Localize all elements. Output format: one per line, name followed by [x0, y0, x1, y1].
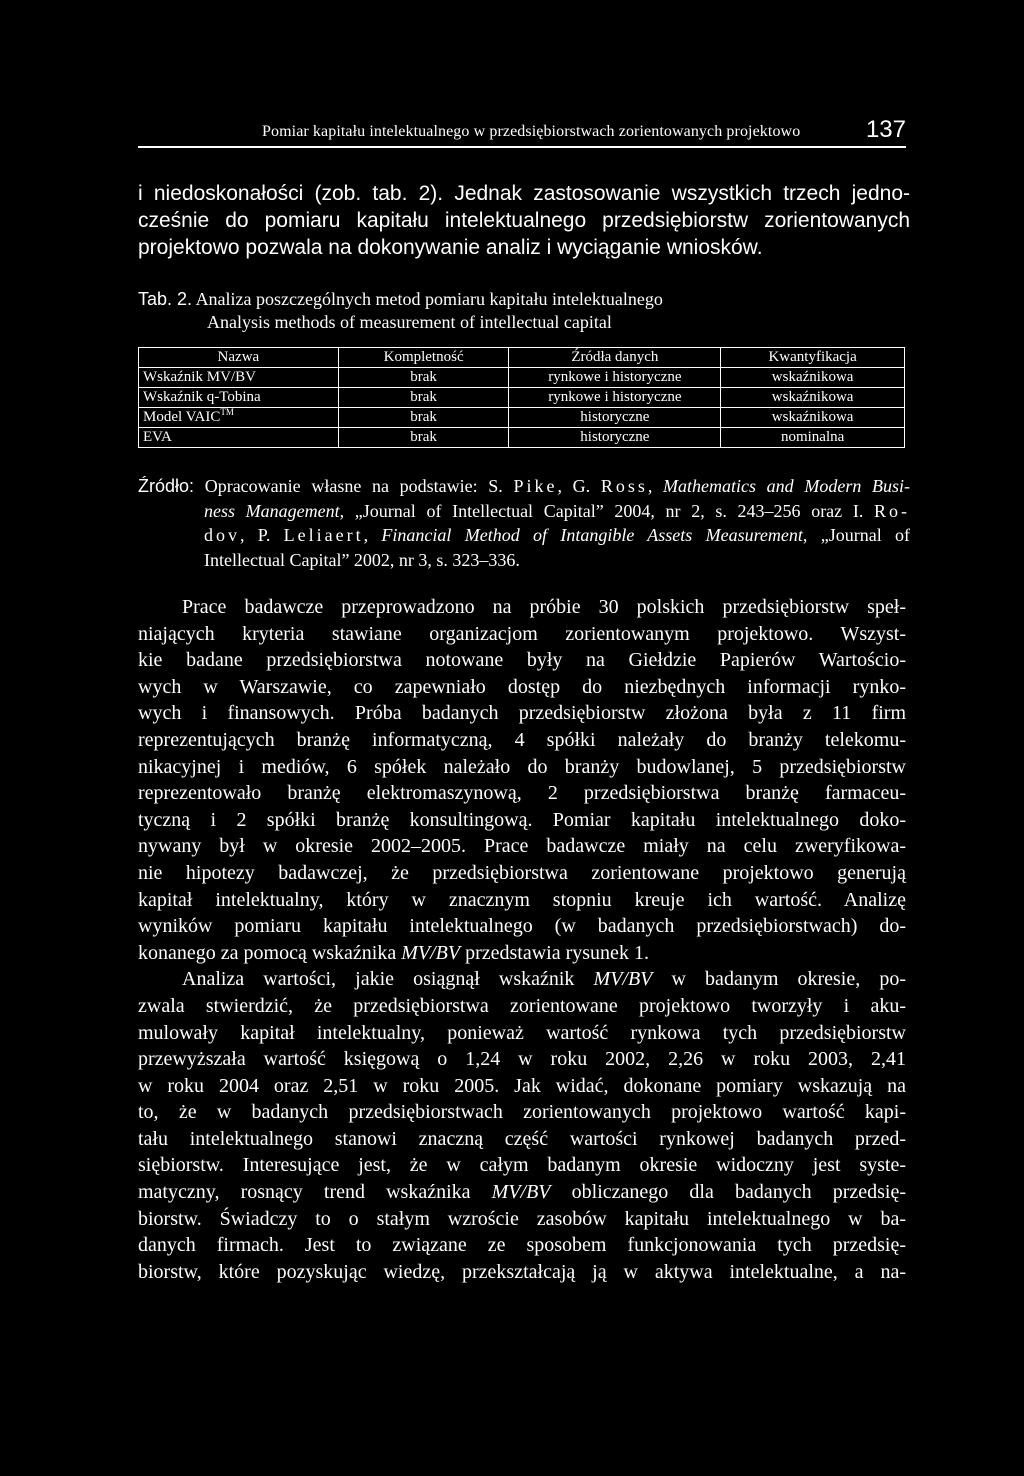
cell-quantification: wskaźnikowa	[721, 408, 905, 428]
author-name: Ross	[600, 476, 648, 496]
header-rule	[138, 146, 906, 148]
header-cell-quantification: Kwantyfikacja	[721, 348, 905, 368]
body-line: reprezentowało branżę elektromaszynową, 2 przedsiębiorstwa branżę farmaceu-	[138, 782, 906, 805]
cell-completeness: brak	[338, 368, 509, 388]
cell-name: EVA	[139, 428, 339, 448]
body-line: tyczną i 2 spółki branżę konsultingową. Pomiar kapitału intelektualnego doko-	[138, 808, 906, 831]
body-line: biorstw. Świadczy to o stałym wzroście zasobów kapitału intelektualnego w ba-	[138, 1207, 906, 1230]
intro-line: i niedoskonałości (zob. tab. 2). Jednak zastosowanie wszystkich trzech jedno-	[138, 182, 910, 205]
publication-title: Financial Method of Intangible Assets Measurement	[381, 525, 803, 545]
source-line: ness Management, „Journal of Intellectual Capital” 2004, nr 2, s. 243–256 oraz I. Ro-	[204, 500, 910, 521]
running-title: Pomiar kapitału intelektualnego w przedsiębiorstwach zorientowanych projektowo	[262, 123, 801, 140]
body-line: reprezentujących branżę informatyczną, 4 spółki należały do branży telekomu-	[138, 728, 906, 751]
cell-quantification: nominalna	[721, 428, 905, 448]
table-row	[139, 408, 905, 428]
body-line: wyników pomiaru kapitału intelektualnego (w badanych przedsiębiorstwach) do-	[138, 915, 906, 938]
body-line: tału intelektualnego stanowi znaczną część wartości rynkowej badanych przed-	[138, 1127, 906, 1150]
intro-line: cześnie do pomiaru kapitału intelektualnego przedsiębiorstw zorientowanych	[138, 209, 910, 232]
cell-completeness: brak	[338, 408, 509, 428]
body-line: nywany był w okresie 2002–2005. Prace badawcze miały na celu zweryfikowa-	[138, 835, 906, 858]
table-caption	[138, 288, 918, 334]
body-line: w roku 2004 oraz 2,51 w roku 2005. Jak widać, dokonane pomiary wskazują na	[138, 1074, 906, 1097]
body-line: wych w Warszawie, co zapewniało dostęp do niezbędnych informacji rynko-	[138, 675, 906, 698]
intro-paragraph	[138, 180, 910, 261]
body-line: przewyższała wartość księgową o 1,24 w roku 2002, 2,26 w roku 2003, 2,41	[138, 1048, 906, 1071]
header-cell-name: Nazwa	[139, 348, 339, 368]
cell-completeness: brak	[338, 428, 509, 448]
cell-name: Wskaźnik MV/BV	[139, 368, 339, 388]
header-cell-sources: Źródła danych	[509, 348, 721, 368]
author-name: dov	[204, 525, 240, 545]
body-line: siębiorstw. Interesujące jest, że w całym badanym okresie widoczny jest syste-	[138, 1154, 906, 1177]
cell-quantification: wskaźnikowa	[721, 368, 905, 388]
publication-title: Mathematics and Modern Busi-	[663, 476, 911, 496]
trademark-superscript: TM	[220, 407, 234, 417]
cell-sources: historyczne	[509, 408, 721, 428]
publication-title: ness Management	[204, 500, 340, 521]
italic-term: MV/BV	[401, 941, 461, 964]
author-name: Pike	[513, 476, 558, 496]
italic-term: MV/BV	[593, 968, 653, 991]
body-text	[138, 594, 906, 1285]
body-line: matyczny, rosnący trend wskaźnika MV/BV obliczanego dla badanych przedsię-	[138, 1181, 906, 1204]
body-line: Analiza wartości, jakie osiągnął wskaźnik MV/BV w badanym okresie, po-	[182, 968, 906, 991]
body-line: wych i finansowych. Próba badanych przedsiębiorstw złożona była z 11 firm	[138, 702, 906, 725]
body-line: biorstw, które pozyskując wiedzę, przekształcają ją w aktywa intelektualne, a na-	[138, 1260, 906, 1283]
cell-sources: historyczne	[509, 428, 721, 448]
body-line: to, że w badanych przedsiębiorstwach zorientowanych projektowo wartość kapi-	[138, 1101, 906, 1124]
author-name: Leliaert	[283, 525, 364, 545]
cell-completeness: brak	[338, 388, 509, 408]
cell-quantification: wskaźnikowa	[721, 388, 905, 408]
source-line: Intellectual Capital” 2002, nr 3, s. 323–336.	[204, 549, 520, 570]
table-header-row	[139, 348, 905, 368]
table-title-pl: Analiza poszczególnych metod pomiaru kapitału intelektualnego	[195, 289, 663, 309]
running-header	[138, 116, 906, 146]
intro-line: projektowo pozwala na dokonywanie analiz i wyciąganie wniosków.	[138, 236, 763, 259]
table-row	[139, 368, 905, 388]
source-line: dov, P. Leliaert, Financial Method of Intangible Assets Measurement, „Journal of	[204, 525, 910, 545]
page-number: 137	[865, 116, 906, 143]
body-line: kie badane przedsiębiorstwa notowane były na Giełdzie Papierów Wartościo-	[138, 649, 906, 672]
source-line: Źródło: Opracowanie własne na podstawie: S. Pike, G. Ross, Mathematics and Modern Busi-	[138, 476, 911, 496]
body-line: nikacyjnej i mediów, 6 spółek należało do branży budowlanej, 5 przedsiębiorstw	[138, 755, 906, 778]
cell-sources: rynkowe i historyczne	[509, 368, 721, 388]
body-line: zwala stwierdzić, że przedsiębiorstwa zorientowane projektowo tworzyły i aku-	[138, 994, 906, 1017]
header-cell-completeness: Kompletność	[338, 348, 509, 368]
body-line: kapitał intelektualny, który w znacznym stopniu kreuje ich wartość. Analizę	[138, 888, 906, 911]
methods-table	[138, 347, 905, 448]
table-row	[139, 388, 905, 408]
table-row	[139, 428, 905, 448]
italic-term: MV/BV	[491, 1181, 551, 1204]
body-line: Prace badawcze przeprowadzono na próbie 30 polskich przedsiębiorstw speł-	[182, 596, 906, 618]
table-label: Tab. 2.	[138, 289, 193, 309]
body-line: danych firmach. Jest to związane ze sposobem funkcjonowania tych przedsię-	[138, 1234, 906, 1257]
author-name: Ro-	[874, 500, 910, 521]
cell-name: Wskaźnik q-Tobina	[139, 388, 339, 408]
source-note	[138, 474, 910, 572]
body-line: nie hipotezy badawczej, że przedsiębiorstwa zorientowane projektowo generują	[138, 861, 906, 884]
table-title-en: Analysis methods of measurement of intellectual capital	[207, 312, 612, 332]
cell-name: Model VAIC™	[139, 408, 339, 428]
cell-sources: rynkowe i historyczne	[509, 388, 721, 408]
body-line: konanego za pomocą wskaźnika MV/BV przedstawia rysunek 1.	[138, 941, 649, 964]
body-line: niających kryteria stawiane organizacjom zorientowanym projektowo. Wszyst-	[138, 622, 906, 645]
body-line: mulowały kapitał intelektualny, ponieważ wartość rynkowa tych przedsiębiorstw	[138, 1021, 906, 1044]
source-label: Źródło:	[138, 476, 195, 496]
